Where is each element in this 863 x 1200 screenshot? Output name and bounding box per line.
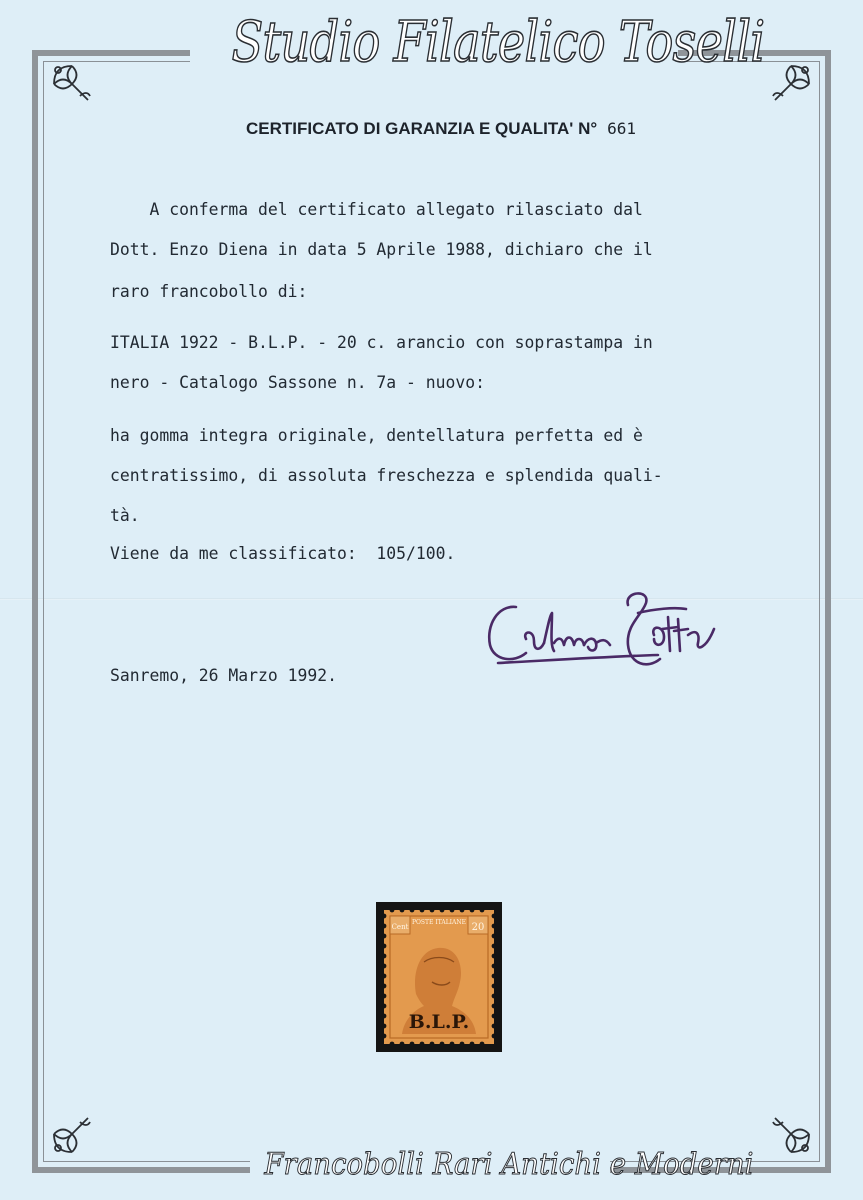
stamp-top-text: POSTE ITALIANE	[411, 919, 467, 926]
stamp-left-text: Cent	[391, 923, 409, 931]
certificate-number: 661	[607, 119, 637, 138]
body-line: Viene da me classificato: 105/100.	[110, 544, 456, 563]
letterhead-footer: Francobolli Rari Antichi e Moderni	[264, 1147, 754, 1182]
body-line: ITALIA 1922 - B.L.P. - 20 c. arancio con soprastampa in	[110, 333, 653, 352]
certificate-heading	[246, 118, 706, 140]
stamp-value: 20	[471, 922, 485, 933]
body-line: nero - Catalogo Sassone n. 7a - nuovo:	[110, 373, 485, 392]
stamp-overprint: B.L.P.	[408, 1011, 470, 1033]
body-line: raro francobollo di:	[110, 282, 308, 301]
body-line: A conferma del certificato allegato rilasciato dal	[110, 200, 643, 219]
corner-ornament-bottom-left-icon	[50, 1112, 94, 1156]
corner-ornament-top-right-icon	[769, 62, 813, 106]
corner-ornament-bottom-right-icon	[769, 1112, 813, 1156]
body-line: Dott. Enzo Diena in data 5 Aprile 1988, dichiaro che il	[110, 240, 653, 259]
certificate-heading-label: CERTIFICATO DI GARANZIA E QUALITA' N°	[246, 119, 598, 138]
letterhead-title: Studio Filatelico Toselli	[231, 10, 765, 75]
place-date: Sanremo, 26 Marzo 1992.	[110, 666, 337, 685]
body-line: centratissimo, di assoluta freschezza e splendida quali-	[110, 466, 663, 485]
corner-ornament-top-left-icon	[50, 62, 94, 106]
stamp-photo	[376, 902, 502, 1052]
body-line: tà.	[110, 506, 140, 525]
body-line: ha gomma integra originale, dentellatura perfetta ed è	[110, 426, 643, 445]
handwritten-signature	[478, 585, 733, 680]
